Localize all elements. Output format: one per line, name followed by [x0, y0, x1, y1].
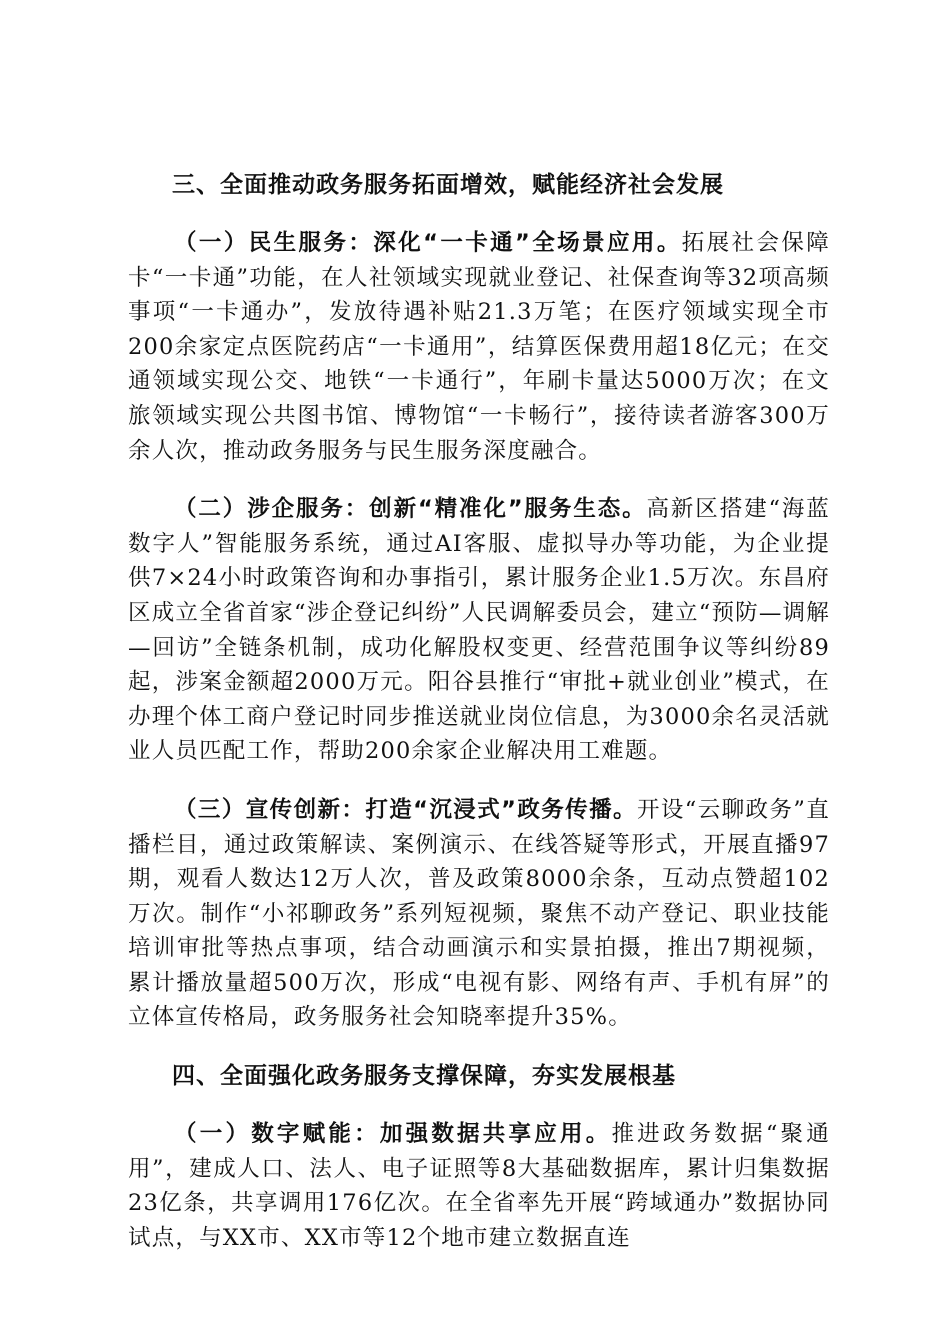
document-body: [128, 168, 830, 1255]
paragraph-body: 开设“云聊政务”直播栏目，通过政策解读、案例演示、在线答疑等形式，开展直播97期，观看人数达12万人次，普及政策8000余条，互动点赞超102万次。制作“小祁聊政务”系列短视频，聚焦不动产登记、职业技能培训审批等热点事项，结合动画演示和实景拍摄，推出7期视频，累计播放量超500万次，形成“电视有影、网络有声、手机有屏”的立体宣传格局，政务服务社会知晓率提升35%。: [128, 796, 831, 1031]
paragraph-lead: （一）民生服务：深化“一卡通”全场景应用。: [174, 230, 682, 256]
paragraph-lead: （一）数字赋能：加强数据共享应用。: [174, 1121, 612, 1148]
paragraph-3-3: [128, 793, 830, 1035]
section-heading-4: 四、全面强化政务服务支撑保障，夯实发展根基: [172, 1063, 676, 1090]
paragraph-lead: （三）宣传创新：打造“沉浸式”政务传播。: [174, 796, 637, 823]
paragraph-lead: （二）涉企服务：创新“精准化”服务生态。: [174, 496, 647, 523]
paragraph-4-1: [128, 1117, 830, 1255]
section-heading-3: 三、全面推动政务服务拓面增效，赋能经济社会发展: [172, 172, 724, 198]
paragraph-3-2: [128, 492, 830, 769]
paragraph-body: 推进政务数据“聚通用”，建成人口、法人、电子证照等8大基础数据库，累计归集数据23亿条，共享调用176亿次。在全省率先开展“跨域通办”数据协同试点，与XX市、XX市等12个地市建立数据直连: [128, 1121, 830, 1251]
paragraph-body: 高新区搭建“海蓝数字人”智能服务系统，通过AI客服、虚拟导办等功能，为企业提供7×24小时政策咨询和办事指引，累计服务企业1.5万次。东昌府区成立全省首家“涉企登记纠纷”人民调解委员会，建立“预防—调解—回访”全链条机制，成功化解股权变更、经营范围争议等纠纷89起，涉案金额超2000万元。阳谷县推行“审批+就业创业”模式，在办理个体工商户登记时同步推送就业岗位信息，为3000余名灵活就业人员匹配工作，帮助200余家企业解决用工难题。: [128, 496, 830, 765]
paragraph-body: 拓展社会保障卡“一卡通”功能，在人社领域实现就业登记、社保查询等32项高频事项“一卡通办”，发放待遇补贴21.3万笔；在医疗领域实现全市200余家定点医院药店“一卡通用”，结算医保费用超18亿元；在交通领域实现公交、地铁“一卡通行”，年刷卡量达5000万次；在文旅领域实现公共图书馆、博物馆“一卡畅行”，接待读者游客300万余人次，推动政务服务与民生服务深度融合。: [128, 230, 830, 464]
paragraph-3-1: [128, 226, 830, 468]
